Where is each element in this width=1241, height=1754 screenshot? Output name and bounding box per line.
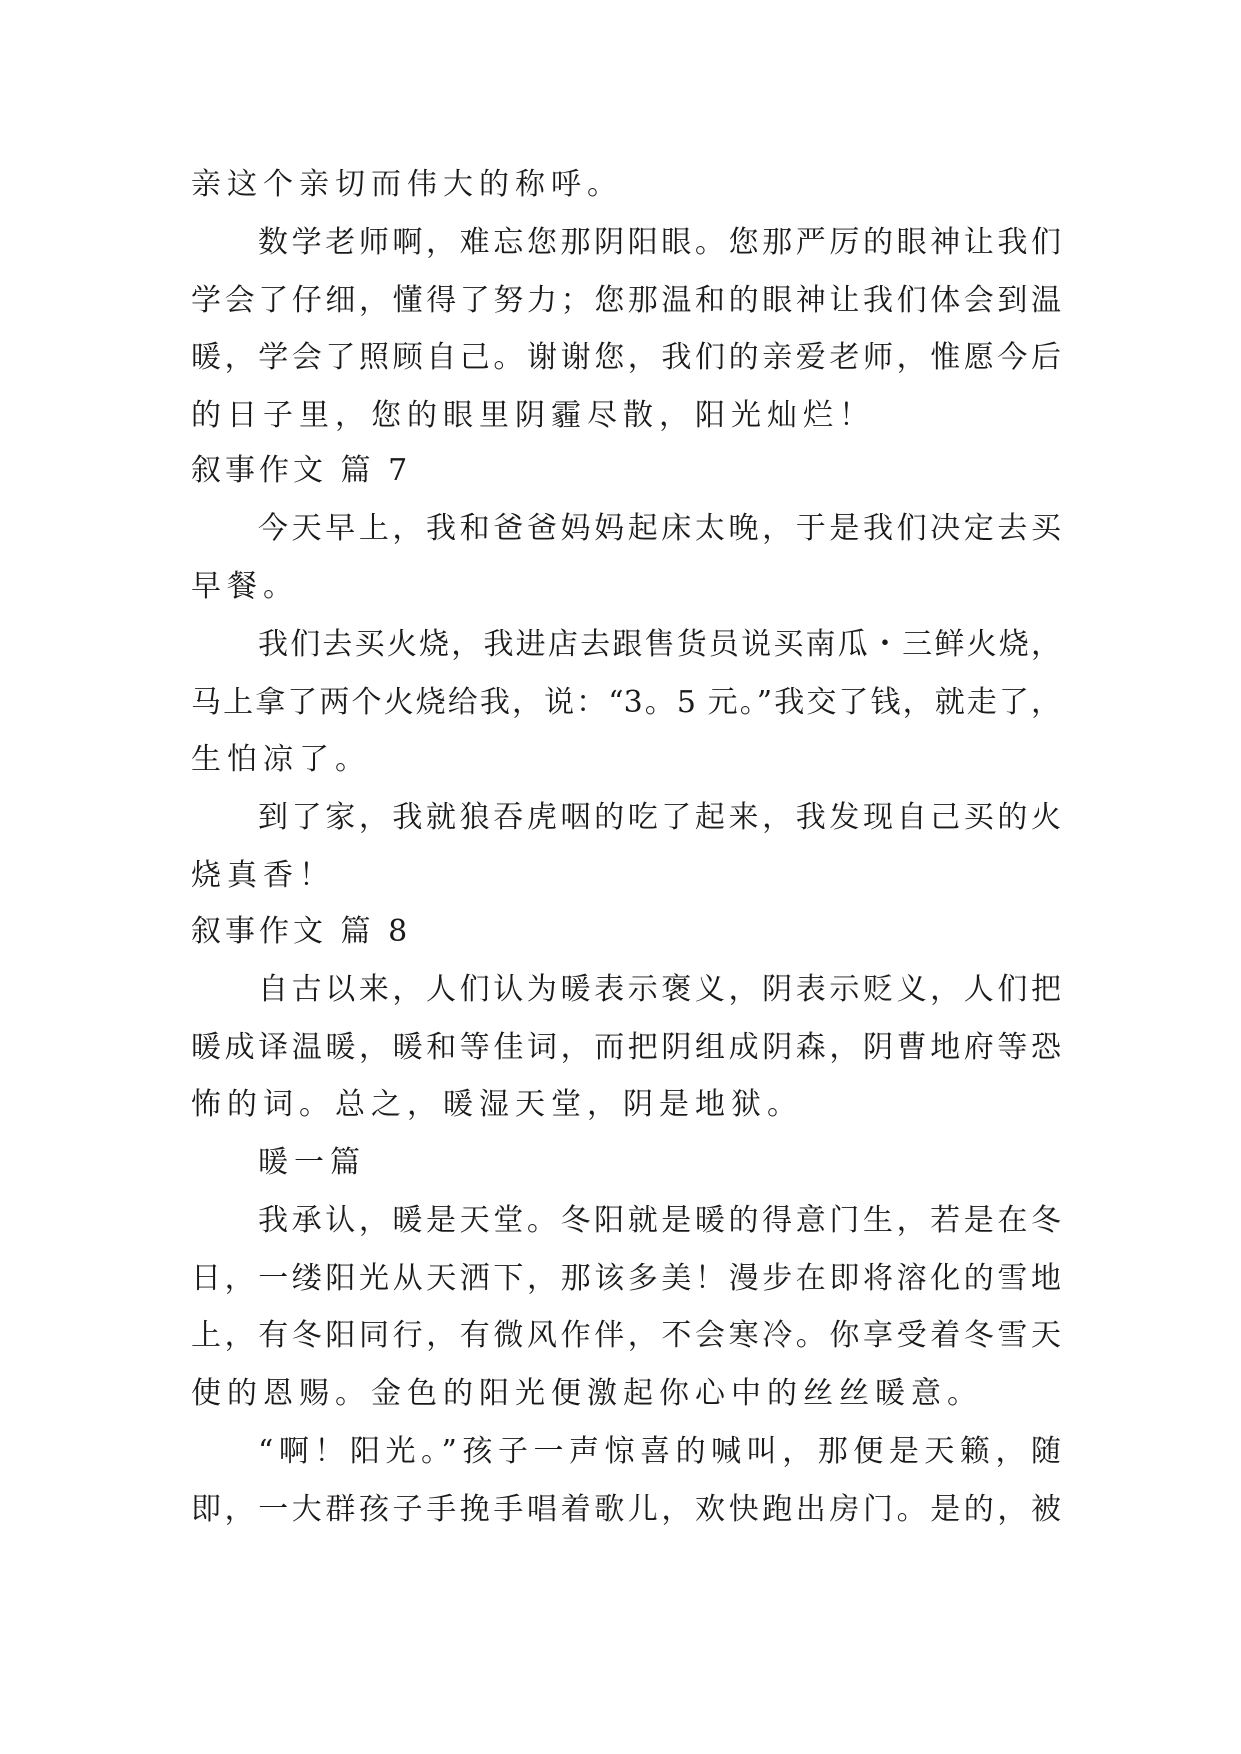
text-line: 的日子里，您的眼里阴霾尽散，阳光灿烂！ [191,398,875,433]
subheading: 暖一篇 [258,1145,366,1180]
text-line: 学会了仔细，懂得了努力；您那温和的眼神让我们体会到温 [191,283,1061,318]
text-line: 亲这个亲切而伟大的称呼。 [191,167,623,202]
text-line: 马上拿了两个火烧给我，说：“3。5 元。”我交了钱，就走了， [191,685,1061,720]
paragraph-first-line: 我们去买火烧，我进店去跟售货员说买南瓜・三鲜火烧， [258,627,1061,662]
paragraph-first-line: 数学老师啊，难忘您那阴阳眼。您那严厉的眼神让我们 [258,225,1061,260]
paragraph-first-line: 今天早上，我和爸爸妈妈起床太晚，于是我们决定去买 [258,511,1061,546]
text-line: 即，一大群孩子手挽手唱着歌儿，欢快跑出房门。是的，被 [191,1492,1061,1527]
text-line: 暖，学会了照顾自己。谢谢您，我们的亲爱老师，惟愿今后 [191,340,1061,375]
text-line: 生怕凉了。 [191,742,371,777]
section-heading: 叙事作文 篇 8 [191,914,412,949]
paragraph-first-line: 自古以来，人们认为暖表示褒义，阴表示贬义，人们把 [258,972,1061,1007]
text-line: 怖的词。总之，暖湿天堂，阴是地狱。 [191,1087,803,1122]
text-line: 使的恩赐。金色的阳光便激起你心中的丝丝暖意。 [191,1376,983,1411]
text-line: 上，有冬阳同行，有微风作伴，不会寒冷。你享受着冬雪天 [191,1318,1061,1353]
section-heading: 叙事作文 篇 7 [191,453,412,488]
text-line: 烧真香！ [191,858,335,893]
paragraph-first-line: 我承认，暖是天堂。冬阳就是暖的得意门生，若是在冬 [258,1203,1061,1238]
paragraph-first-line: “啊！阳光。”孩子一声惊喜的喊叫，那便是天籁，随 [258,1434,1061,1469]
text-line: 日，一缕阳光从天洒下，那该多美！漫步在即将溶化的雪地 [191,1261,1061,1296]
text-line: 暖成译温暖，暖和等佳词，而把阴组成阴森，阴曹地府等恐 [191,1030,1061,1065]
paragraph-first-line: 到了家，我就狼吞虎咽的吃了起来，我发现自己买的火 [258,800,1061,835]
text-line: 早餐。 [191,569,299,604]
